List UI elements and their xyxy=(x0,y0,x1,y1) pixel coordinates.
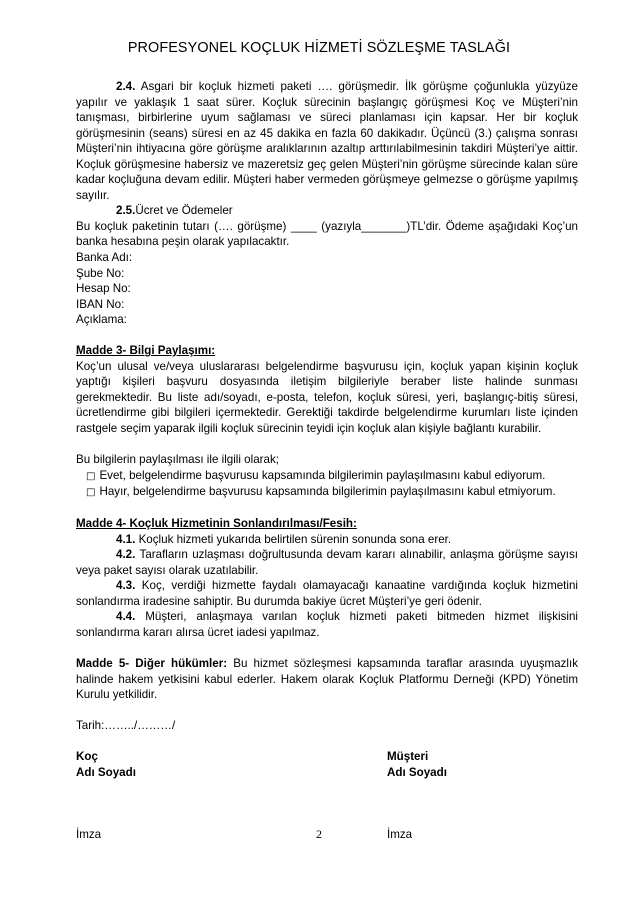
clause-text: Müşteri, anlaşmaya varılan koçluk hizmeti paketi bitmeden hizmet ilişkisini sonlandırma kararı alırsa ücret iadesi yapılmaz. xyxy=(76,610,578,639)
page-number: 2 xyxy=(316,827,322,841)
consent-no-label: Hayır, belgelendirme başvurusu kapsamında bilgilerimin paylaşılmasını kabul etmiyorum. xyxy=(99,485,556,499)
page-header-title: PROFESYONEL KOÇLUK HİZMETİ SÖZLEŞME TASLAĞI xyxy=(127,40,511,56)
madde-5-paragraph xyxy=(76,656,578,703)
paragraph-4-4 xyxy=(76,609,578,640)
consent-yes-label: Evet, belgelendirme başvurusu kapsamında bilgilerimin paylaşılmasını kabul ediyorum. xyxy=(99,468,546,482)
madde-3-paragraph: Koç’un ulusal ve/veya uluslararası belgelendirme başvurusu için, koçluk yapan kişinin koçluk yaptığı kişileri başvuru dosyasında iletişim bilgileriyle beraber liste halinde sunması gerekmektedir. Bu liste adı/soyadı, e-posta, telefon, koçluk süresi, yeri, başlangıç-bitiş süresi, ücretlendirme gibi bilgileri içermektedir. Gerektiği takdirde belgelendirme kurumları liste içinden rastgele seçim yaparak ilgili koçluk sürecinin teyidi için koçluk alan kişiyle bağlantı kurabilir. xyxy=(76,359,578,435)
coach-signature-label: İmza xyxy=(76,827,102,841)
clause-text: Koçluk hizmeti yukarıda belirtilen sürenin sonunda sona erer. xyxy=(135,532,452,546)
clause-text: Koç, verdiği hizmette faydalı olamayacağı kanaatine vardığında koçluk hizmetini sonlandırma iradesine sahiptir. Bu durumda bakiye ücret Müşteri’ye geri ödenir. xyxy=(76,579,578,608)
date-line: Tarih:……../………/ xyxy=(76,719,176,733)
consent-option-no[interactable] xyxy=(76,484,578,501)
paragraph-4-3 xyxy=(76,578,578,609)
description-label: Açıklama: xyxy=(76,313,127,327)
signature-names-row xyxy=(76,765,578,781)
clause-text: Tarafların uzlaşması doğrultusunda devam kararı alınabilir, anlaşma görüşme sayısı veya paket sayısı olarak uzatılabilir. xyxy=(76,548,578,577)
clause-text: Bu hizmet sözleşmesi kapsamında taraflar arasında uyuşmazlık halinde hakem yetkisini kabul ederler. Hakem olarak Koçluk Platformu Derneği (KPD) Yönetim Kurulu yetkilidir. xyxy=(76,657,578,702)
client-name-label: Adı Soyadı xyxy=(387,765,447,779)
clause-number: 2.4. xyxy=(116,80,136,93)
clause-number: 4.4. xyxy=(116,610,136,624)
clause-text: Asgari bir koçluk hizmeti paketi …. görüşmedir. İlk görüşme çoğunlukla yüzyüze yapılır ve yaklaşık 1 saat sürer. Koçluk sürecinin başlangıç görüşmesi Koç ve Müşteri’nin tanışması, birbirlerine uyum sağlaması ve süreci planlaması için kapsar. Her bir koçluk görüşmesinin (seans) süresi en az 45 dakika en fazla 60 dakikadır. Üçüncü (3.) çalışma sonrası Müşteri’nin ihtiyacına göre görüşme aralıklarının azaltıp arttırılabilmesinin takdiri Müşteri’ye aittir. Koçluk görüşmesine habersiz ve mazeretsiz geç gelen Müşteri’nin görüşme sürecinde kalan süre kadar koçluğuna devam edilir. Müşteri haber vermeden görüşmeye gelmezse o görüşme yapılmış sayılır. xyxy=(76,80,578,202)
paragraph-2-5: Bu koçluk paketinin tutarı (…. görüşme) ____ (yazıyla_______)TL’dir. Ödeme aşağıdaki Koç’un banka hesabına peşin olarak yapılacaktır. xyxy=(76,219,578,249)
branch-no-label: Şube No: xyxy=(76,266,125,280)
clause-number: 2.5. xyxy=(116,204,136,218)
iban-label: IBAN No: xyxy=(76,297,125,311)
consent-intro: Bu bilgilerin paylaşılması ile ilgili olarak; xyxy=(76,453,279,467)
madde-5-heading: Madde 5- Diğer hükümler: xyxy=(76,657,228,671)
madde-3-heading: Madde 3- Bilgi Paylaşımı: xyxy=(76,344,216,358)
bank-name-label: Banka Adı: xyxy=(76,251,133,265)
coach-label: Koç xyxy=(76,750,98,764)
clause-number: 4.2. xyxy=(116,548,136,562)
clause-number: 4.3. xyxy=(116,579,136,593)
account-no-label: Hesap No: xyxy=(76,282,131,296)
paragraph-4-1 xyxy=(76,532,578,548)
checkbox-icon[interactable]: □ xyxy=(86,487,96,499)
clause-number: 4.1. xyxy=(116,532,136,546)
paragraph-4-2 xyxy=(76,547,578,578)
coach-name-label: Adı Soyadı xyxy=(76,765,136,779)
checkbox-icon[interactable]: □ xyxy=(86,470,96,482)
client-signature-label: İmza xyxy=(387,827,413,841)
heading-2-5 xyxy=(76,203,578,219)
madde-4-heading: Madde 4- Koçluk Hizmetinin Sonlandırılması/Fesih: xyxy=(76,517,357,531)
clause-title: Ücret ve Ödemeler xyxy=(135,204,233,218)
client-label: Müşteri xyxy=(387,750,429,764)
paragraph-2-4 xyxy=(76,79,578,203)
document-body xyxy=(76,79,578,842)
consent-option-yes[interactable] xyxy=(76,468,578,485)
signature-roles-row xyxy=(76,749,578,765)
